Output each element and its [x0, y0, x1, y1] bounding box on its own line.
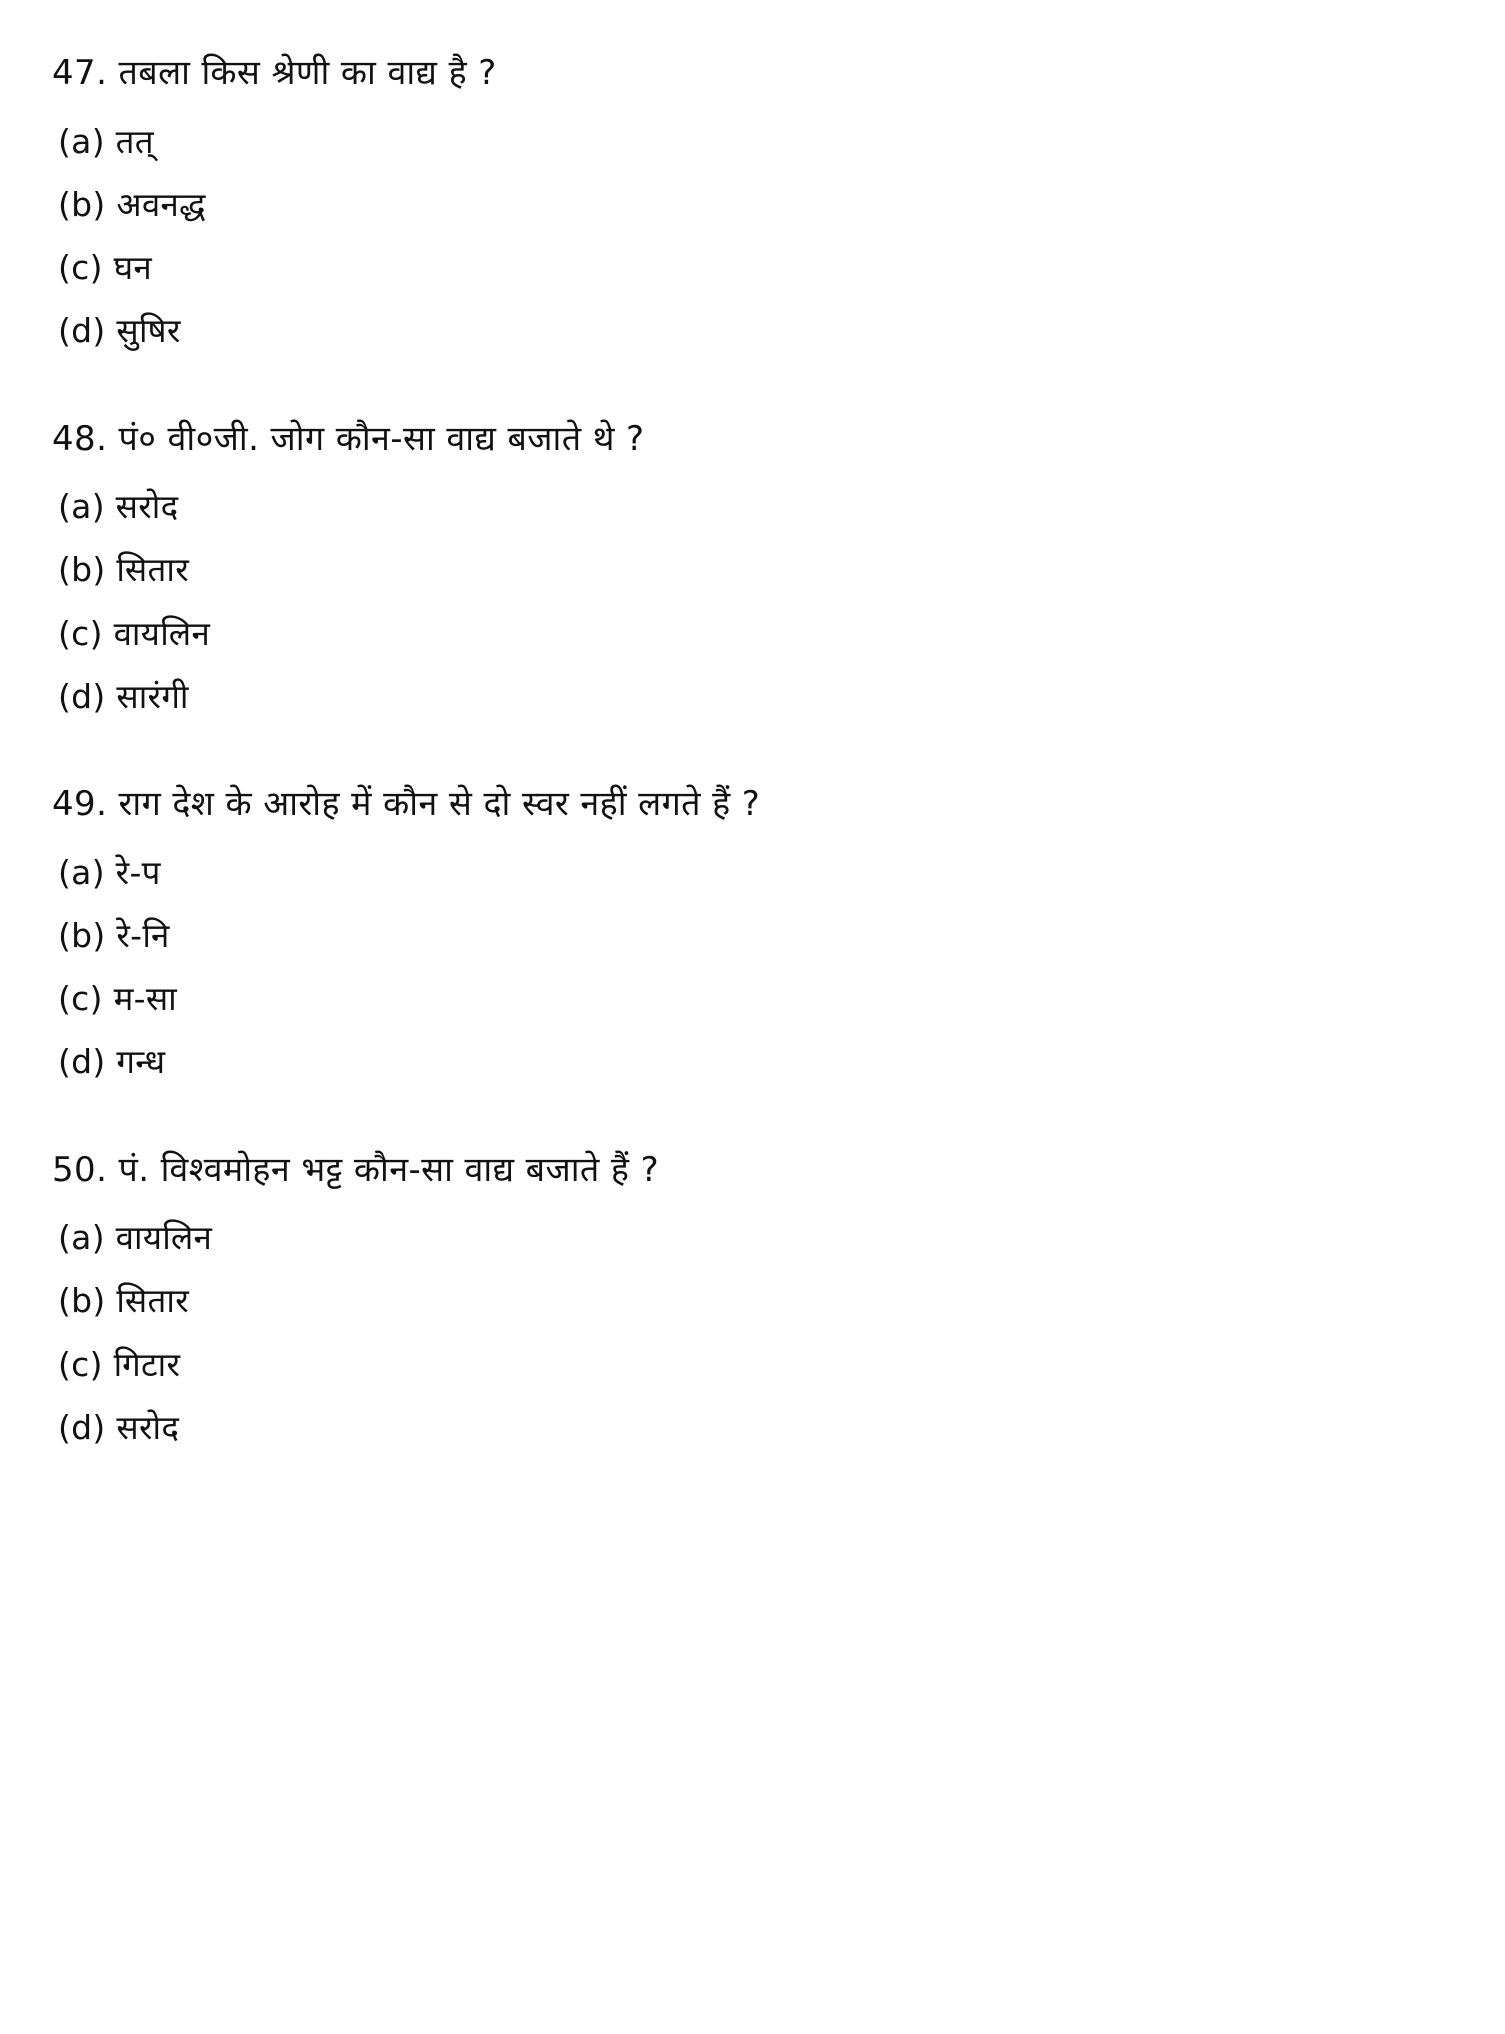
option-list: [52, 1217, 1435, 1448]
question-block: [52, 418, 1435, 718]
question-text: 50. पं. विश्वमोहन भट्ट कौन-सा वाद्य बजाते हैं ?: [52, 1149, 660, 1190]
option-list: [52, 852, 1435, 1083]
option-item[interactable]: (d) सरोद: [58, 1407, 180, 1447]
question-block: [52, 1149, 1435, 1449]
option-list: [52, 121, 1435, 352]
option-item[interactable]: (c) घन: [58, 248, 153, 287]
question-text: 48. पं० वी०जी. जोग कौन-सा वाद्य बजाते थे ?: [52, 418, 645, 459]
option-item[interactable]: (b) रे-नि: [58, 915, 170, 955]
question-text: 47. तबला किस श्रेणी का वाद्य है ?: [52, 53, 497, 93]
option-item[interactable]: (d) गन्ध: [58, 1042, 166, 1082]
option-item[interactable]: (a) वायलिन: [58, 1218, 213, 1257]
option-item[interactable]: (d) सारंगी: [58, 676, 189, 716]
option-item[interactable]: (c) वायलिन: [58, 613, 211, 653]
question-block: [52, 783, 1435, 1083]
option-item[interactable]: (b) सितार: [58, 1281, 189, 1321]
option-list: [52, 486, 1435, 717]
question-block: [52, 52, 1435, 352]
option-item[interactable]: (d) सुषिर: [58, 311, 181, 351]
option-item[interactable]: (a) तत्: [58, 121, 154, 161]
option-item[interactable]: (c) म-सा: [58, 979, 177, 1018]
option-item[interactable]: (a) सरोद: [58, 487, 179, 526]
option-item[interactable]: (b) सितार: [58, 550, 189, 590]
option-item[interactable]: (c) गिटार: [58, 1344, 181, 1384]
option-item[interactable]: (b) अवनद्ध: [58, 184, 206, 224]
option-item[interactable]: (a) रे-प: [58, 852, 161, 892]
question-text: 49. राग देश के आरोह में कौन से दो स्वर नहीं लगते हैं ?: [52, 784, 761, 824]
